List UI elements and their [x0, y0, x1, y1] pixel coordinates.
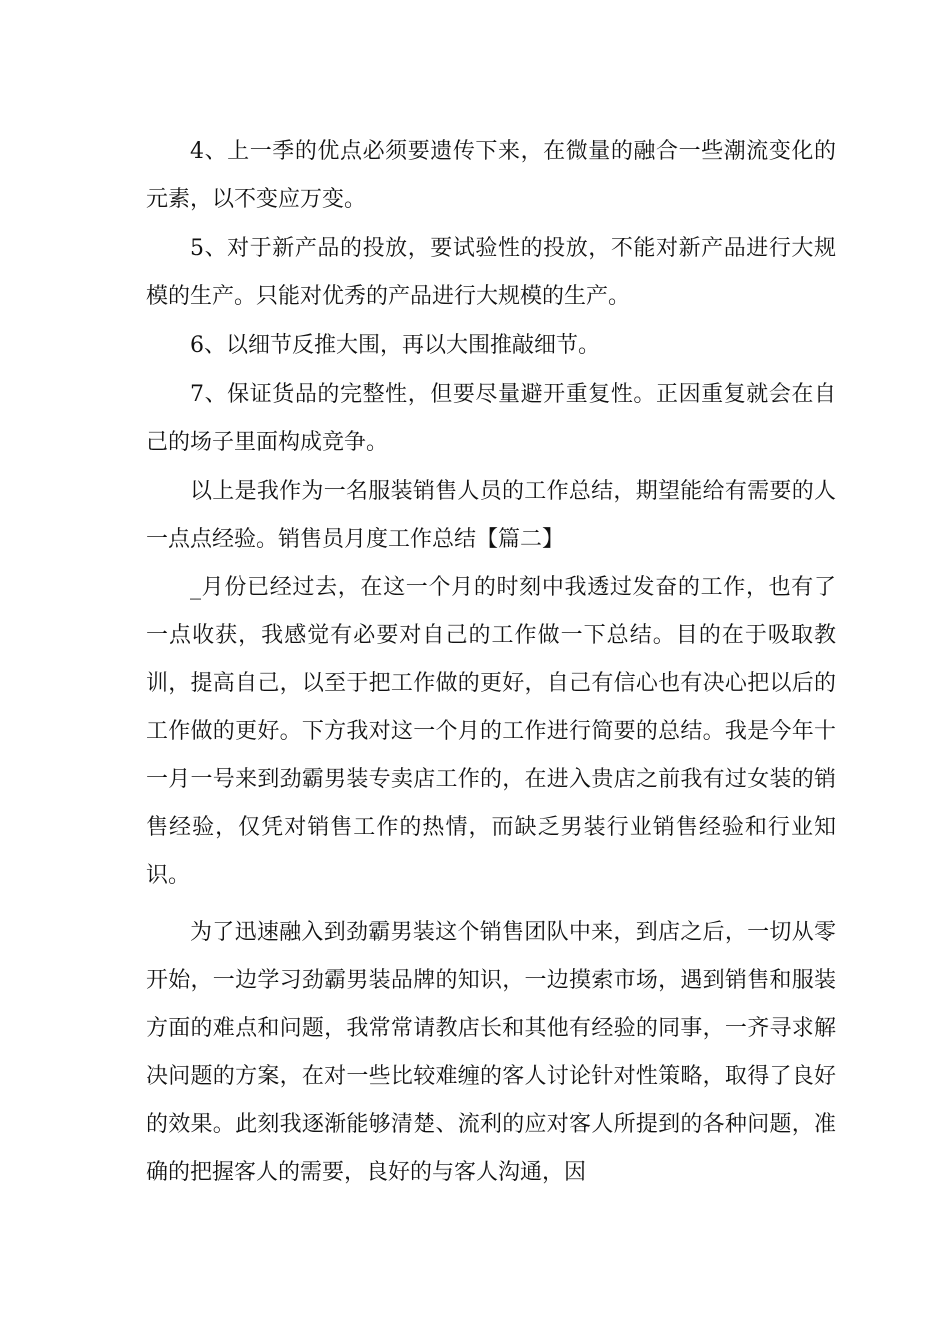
paragraph-item-6: 6、以细节反推大围，再以大围推敲细节。 — [190, 333, 600, 358]
paragraph-month-review: _月份已经过去，在这一个月的时刻中我透过发奋的工作，也有了一点收获，我感觉有必要对自己的工作做一下总结。目的在于吸取教训，提高自己，以至于把工作做的更好，自己有信心也有决心把以后的工作做的更好。下方我对这一个月的工作进行简要的总结。我是今年十一月一号来到劲霸男装专卖店工作的，在进入贵店之前我有过女装的销售经验，仅凭对销售工作的热情，而缺乏男装行业销售经验和行业知识。 — [146, 575, 836, 888]
paragraph-item-7: 7、保证货品的完整性，但要尽量避开重复性。正因重复就会在自己的场子里面构成竞争。 — [146, 382, 836, 455]
paragraph-item-5: 5、对于新产品的投放，要试验性的投放，不能对新产品进行大规模的生产。只能对优秀的产品进行大规模的生产。 — [146, 236, 836, 309]
paragraph-item-4: 4、上一季的优点必须要遗传下来，在微量的融合一些潮流变化的元素，以不变应万变。 — [146, 139, 836, 212]
document-body — [146, 128, 836, 1197]
paragraph-summary: 以上是我作为一名服装销售人员的工作总结，期望能给有需要的人一点点经验。销售员月度工作总结【篇二】 — [146, 479, 836, 552]
paragraph-team-integration: 为了迅速融入到劲霸男装这个销售团队中来，到店之后，一切从零开始，一边学习劲霸男装品牌的知识，一边摸索市场，遇到销售和服装方面的难点和问题，我常常请教店长和其他有经验的同事，一齐寻求解决问题的方案，在对一些比较难缠的客人讨论针对性策略，取得了良好的效果。此刻我逐渐能够清楚、流利的应对客人所提到的各种问题，准确的把握客人的需要，良好的与客人沟通，因 — [146, 920, 836, 1185]
